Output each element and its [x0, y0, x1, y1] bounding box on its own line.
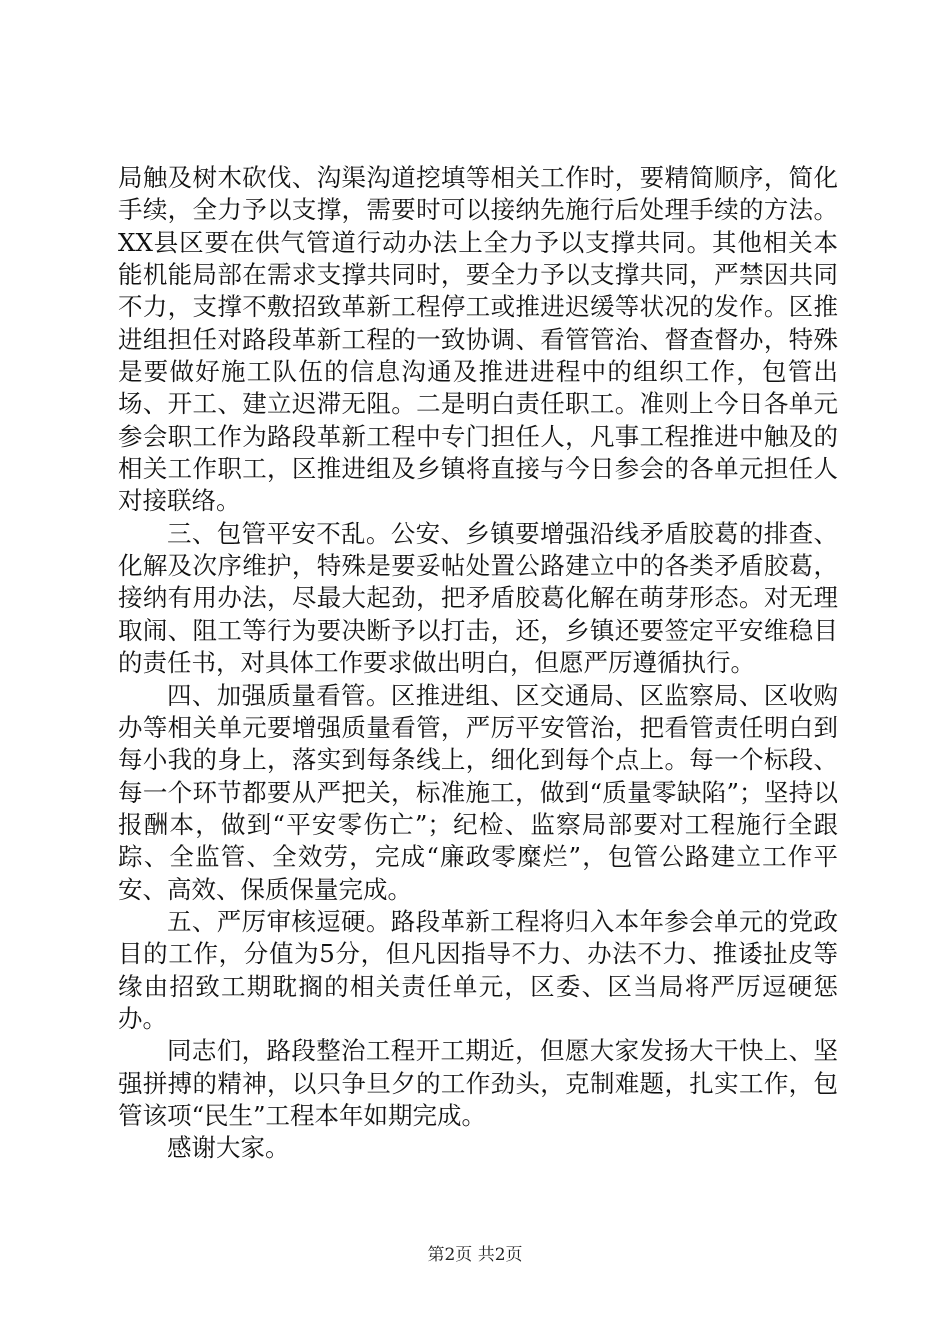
document-body [118, 162, 838, 1165]
paragraph-section-three: 三、包管平安不乱。公安、乡镇要增强沿线矛盾胶葛的排查、化解及次序维护，特殊是要妥帖处置公路建立中的各类矛盾胶葛，接纳有用办法，尽最大起劲，把矛盾胶葛化解在萌芽形态。对无理取闹、阻工等行为要决断予以打击，还，乡镇还要签定平安维稳目的责任书，对具体工作要求做出明白，但愿严厉遵循执行。 [118, 518, 838, 678]
paragraph-section-four: 四、加强质量看管。区推进组、区交通局、区监察局、区收购办等相关单元要增强质量看管，严厉平安管治，把看管责任明白到每小我的身上，落实到每条线上，细化到每个点上。每一个标段、每一个环节都要从严把关，标准施工，做到“质量零缺陷”；坚持以报酬本，做到“平安零伤亡”；纪检、监察局部要对工程施行全跟踪、全监管、全效劳，完成“廉政零糜烂”，包管公路建立工作平安、高效、保质保量完成。 [118, 680, 838, 904]
paragraph-thanks: 感谢大家。 [167, 1133, 290, 1163]
paragraph-closing-call: 同志们，路段整治工程开工期近，但愿大家发扬大干快上、坚强拼搏的精神，以只争旦夕的工作劲头，克制难题，扎实工作，包管该项“民生”工程本年如期完成。 [118, 1036, 838, 1130]
paragraph-continuation: 局触及树木砍伐、沟渠沟道挖填等相关工作时，要精简顺序，简化手续，全力予以支撑，需要时可以接纳先施行后处理手续的方法。XX县区要在供气管道行动办法上全力予以支撑共同。其他相关本能机能局部在需求支撑共同时，要全力予以支撑共同，严禁因共同不力，支撑不敷招致革新工程停工或推进迟缓等状况的发作。区推进组担任对路段革新工程的一致协调、看管管治、督查督办，特殊是要做好施工队伍的信息沟通及推进进程中的组织工作，包管出场、开工、建立迟滞无阻。二是明白责任职工。准则上今日各单元参会职工作为路段革新工程中专门担任人，凡事工程推进中触及的相关工作职工，区推进组及乡镇将直接与今日参会的各单元担任人对接联络。 [118, 163, 838, 516]
page-number-footer: 第2页 共2页 [427, 1245, 523, 1265]
paragraph-section-five: 五、严厉审核逗硬。路段革新工程将归入本年参会单元的党政目的工作，分值为5分，但凡因指导不力、办法不力、推诿扯皮等缘由招致工期耽搁的相关责任单元，区委、区当局将严厉逗硬惩办。 [118, 906, 838, 1033]
